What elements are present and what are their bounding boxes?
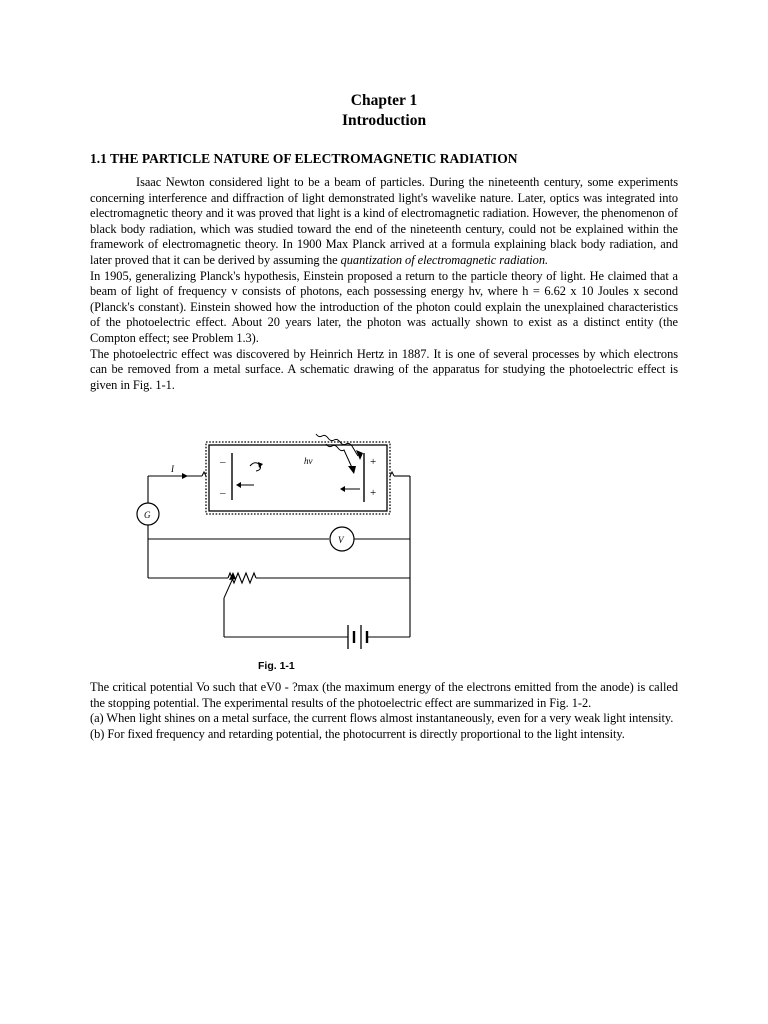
left-plate-minus-bottom: – — [220, 487, 226, 499]
current-arrow — [182, 473, 188, 479]
apparatus-diagram — [120, 432, 420, 672]
light-ray-2-arrowhead — [348, 466, 356, 474]
paragraph-newton — [90, 175, 678, 269]
chapter-number: Chapter 1 — [350, 92, 418, 109]
paragraph-hertz: The photoelectric effect was discovered by Heinrich Hertz in 1887. It is one of several processes by which electrons can be removed from a metal surface. A schematic drawing of the apparatus for studying the photoelectric effect is given in Fig. 1-1. — [90, 346, 678, 392]
paragraph-result-b: (b) For fixed frequency and retarding potential, the photocurrent is directly proportional to the light intensity. — [90, 726, 625, 741]
emphasis-quantization: quantization of electromagnetic radiation. — [340, 252, 549, 267]
text-block-bottom — [90, 680, 678, 742]
paragraph-einstein: In 1905, generalizing Planck's hypothesis, Einstein proposed a return to the particle theory of light. He claimed that a beam of light of frequency v consists of photons, each possessing energy hv, where h = 6.62 x 10 Joules x second (Planck's constant). Einstein showed how the introduction of the photon could explain the unexplained characteristics of the photoelectric effect. About 20 years later, the photon was actually shown to exist as a distinct entity (the Compton effect; see Problem 1.3). — [90, 268, 678, 345]
label-hv: hv — [304, 456, 313, 466]
section-heading: 1.1 THE PARTICLE NATURE OF ELECTROMAGNETIC RADIATION — [90, 151, 518, 166]
text-block-top — [90, 175, 678, 393]
label-current: I — [171, 464, 174, 474]
label-galvanometer: G — [144, 510, 151, 520]
label-voltmeter: V — [338, 535, 344, 545]
right-plate-plus-top: + — [370, 456, 377, 468]
electron-arrowhead-left-plate — [236, 482, 241, 488]
right-plate-plus-bottom: + — [370, 487, 377, 499]
paragraph-result-a: (a) When light shines on a metal surface, the current flows almost instantaneously, even for a very weak light intensity. — [90, 711, 674, 726]
chapter-header — [0, 91, 768, 131]
chapter-title: Introduction — [341, 112, 427, 129]
figure-photoelectric-apparatus — [120, 432, 420, 672]
figure-caption: Fig. 1-1 — [258, 660, 295, 672]
potentiometer-wiper — [224, 578, 233, 598]
left-plate-minus-top: – — [220, 456, 226, 468]
electron-arrowhead-right-plate — [340, 486, 345, 492]
paragraph-newton-text: Isaac Newton considered light to be a beam of particles. During the nineteenth century, some experiments concerning interference and diffraction of light demonstrated light's wavelike nature. Later, optics was integrated into electromagnetic theory and it was proved that light is a kind of electromagnetic radiation. However, the phenomenon of black body radiation, which was studied toward the end of the nineteenth century, could not be explained within the framework of electromagnetic theory. In 1900 Max Planck arrived at a formula explaining black body radiation, and later proved that it can be derived by assuming the — [90, 175, 678, 267]
paragraph-stopping-potential: The critical potential Vo such that eV0 - ?max (the maximum energy of the electrons emitted from the anode) is called the stopping potential. The experimental results of the photoelectric effect are summarized in Fig. 1-2. — [90, 680, 678, 710]
